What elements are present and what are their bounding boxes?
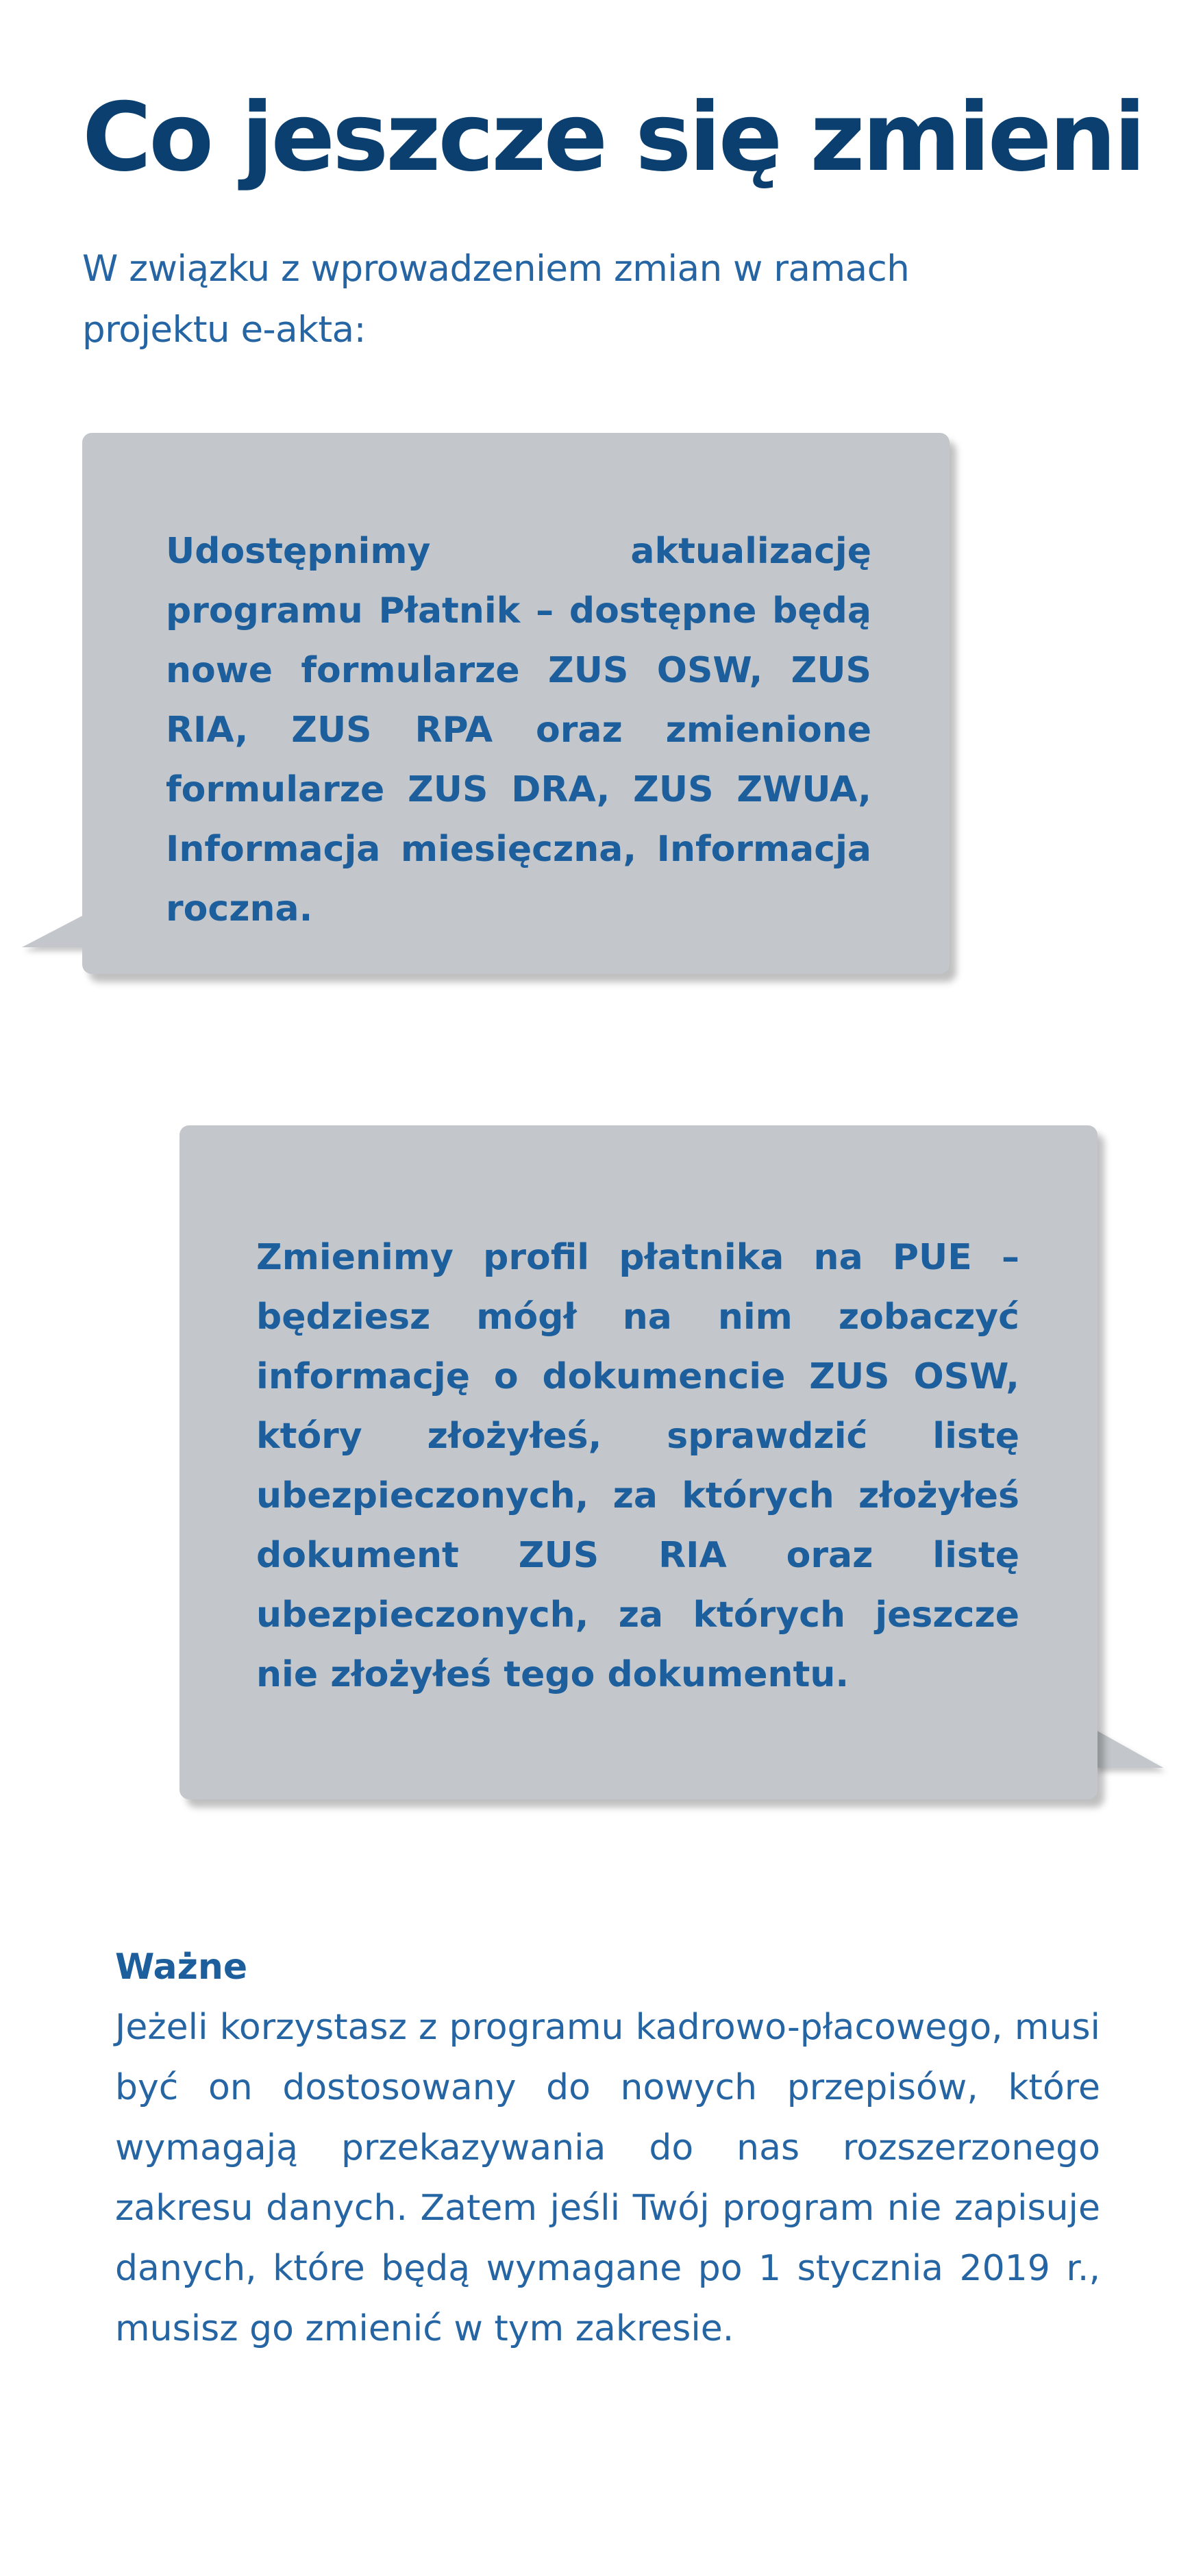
important-note bbox=[115, 1937, 1100, 2359]
speech-bubble-tail bbox=[1095, 1729, 1163, 1768]
bubble-text: Udostępnimy aktualizację programu Płatnik – dostępne będą nowe formularze ZUS OSW, ZUS RIA, ZUS RPA oraz zmienione formularze ZUS DRA, ZUS ZWUA, Informacja miesięczna, Informacja roczna. bbox=[166, 531, 871, 929]
important-heading: Ważne bbox=[115, 1947, 248, 1988]
speech-bubble-tail bbox=[22, 914, 85, 947]
intro-text: W związku z wprowadzeniem zmian w ramach projektu e-akta: bbox=[82, 248, 910, 351]
speech-bubble-platnik bbox=[82, 433, 950, 974]
page-title: Co jeszcze się zmieni bbox=[82, 82, 1143, 192]
bubble-text: Zmienimy profil płatnika na PUE – będziesz mógł na nim zobaczyć informację o dokumencie ZUS OSW, który złożyłeś, sprawdzić listę ubezpieczonych, za których złożyłeś dokument ZUS RIA oraz listę ubezpieczonych, za których jeszcze nie złożyłeś tego dokumentu. bbox=[256, 1237, 1019, 1695]
important-body: Jeżeli korzystasz z programu kadrowo-płacowego, musi być on dostosowany do nowych przepisów, które wymagają przekazywania do nas rozszerzonego zakresu danych. Zatem jeśli Twój program nie zapisuje danych, które będą wymagane po 1 stycznia 2019 r., musisz go zmienić w tym zakresie. bbox=[115, 2007, 1100, 2349]
speech-bubble-pue bbox=[179, 1125, 1097, 1799]
